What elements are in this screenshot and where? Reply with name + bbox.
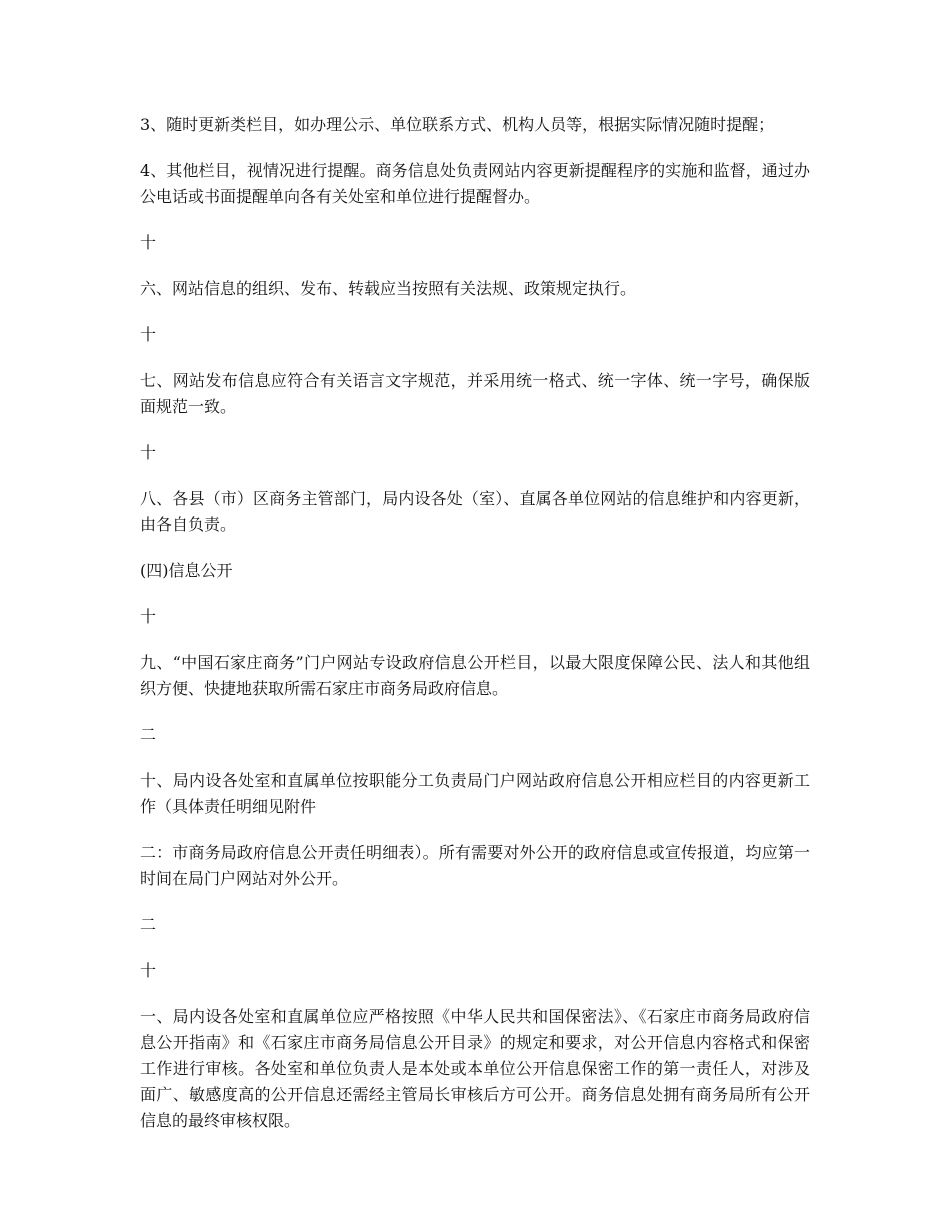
paragraph-item-18: 八、各县（市）区商务主管部门，局内设各处（室）、直属各单位网站的信息维护和内容更新，由各自负责。 bbox=[140, 489, 810, 534]
numeral-two: 二 bbox=[140, 725, 157, 744]
paragraph-item-3: 3、随时更新类栏目，如办理公示、单位联系方式、机构人员等，根据实际情况随时提醒； bbox=[140, 115, 775, 134]
paragraph-item-21: 一、局内设各处室和直属单位应严格按照《中华人民共和国保密法》、《石家庄市商务局政府信息公开指南》和《石家庄市商务局信息公开目录》的规定和要求，对公开信息内容格式和保密工作进行审核。各处室和单位负责人是本处或本单位公开信息保密工作的第一责任人，对涉及面广、敏感度高的公开信息还需经主管局长审核后方可公开。商务信息处拥有商务局所有公开信息的最终审核权限。 bbox=[140, 1007, 810, 1130]
paragraph-item-20-continued: 二：市商务局政府信息公开责任明细表）。所有需要对外公开的政府信息或宣传报道，均应第一时间在局门户网站对外公开。 bbox=[140, 843, 810, 888]
paragraph-item-4: 4、其他栏目，视情况进行提醒。商务信息处负责网站内容更新提醒程序的实施和监督，通过办公电话或书面提醒单向各有关处室和单位进行提醒督办。 bbox=[140, 161, 810, 206]
paragraph-item-20: 十、局内设各处室和直属单位按职能分工负责局门户网站政府信息公开相应栏目的内容更新工作（具体责任明细见附件 bbox=[140, 771, 810, 816]
paragraph-item-19: 九、“中国石家庄商务”门户网站专设政府信息公开栏目，以最大限度保障公民、法人和其他组织方便、快捷地获取所需石家庄市商务局政府信息。 bbox=[140, 653, 810, 698]
paragraph-item-16: 六、网站信息的组织、发布、转载应当按照有关法规、政策规定执行。 bbox=[140, 279, 637, 298]
section-heading-info-disclosure: (四)信息公开 bbox=[140, 561, 233, 580]
paragraph-item-17: 七、网站发布信息应符合有关语言文字规范，并采用统一格式、统一字体、统一字号，确保版面规范一致。 bbox=[140, 371, 810, 416]
numeral-ten: 十 bbox=[140, 233, 157, 252]
numeral-ten: 十 bbox=[140, 325, 157, 344]
numeral-ten: 十 bbox=[140, 443, 157, 462]
numeral-ten: 十 bbox=[140, 607, 157, 626]
document-page bbox=[140, 112, 810, 1154]
numeral-two: 二 bbox=[140, 915, 157, 934]
numeral-ten: 十 bbox=[140, 961, 157, 980]
